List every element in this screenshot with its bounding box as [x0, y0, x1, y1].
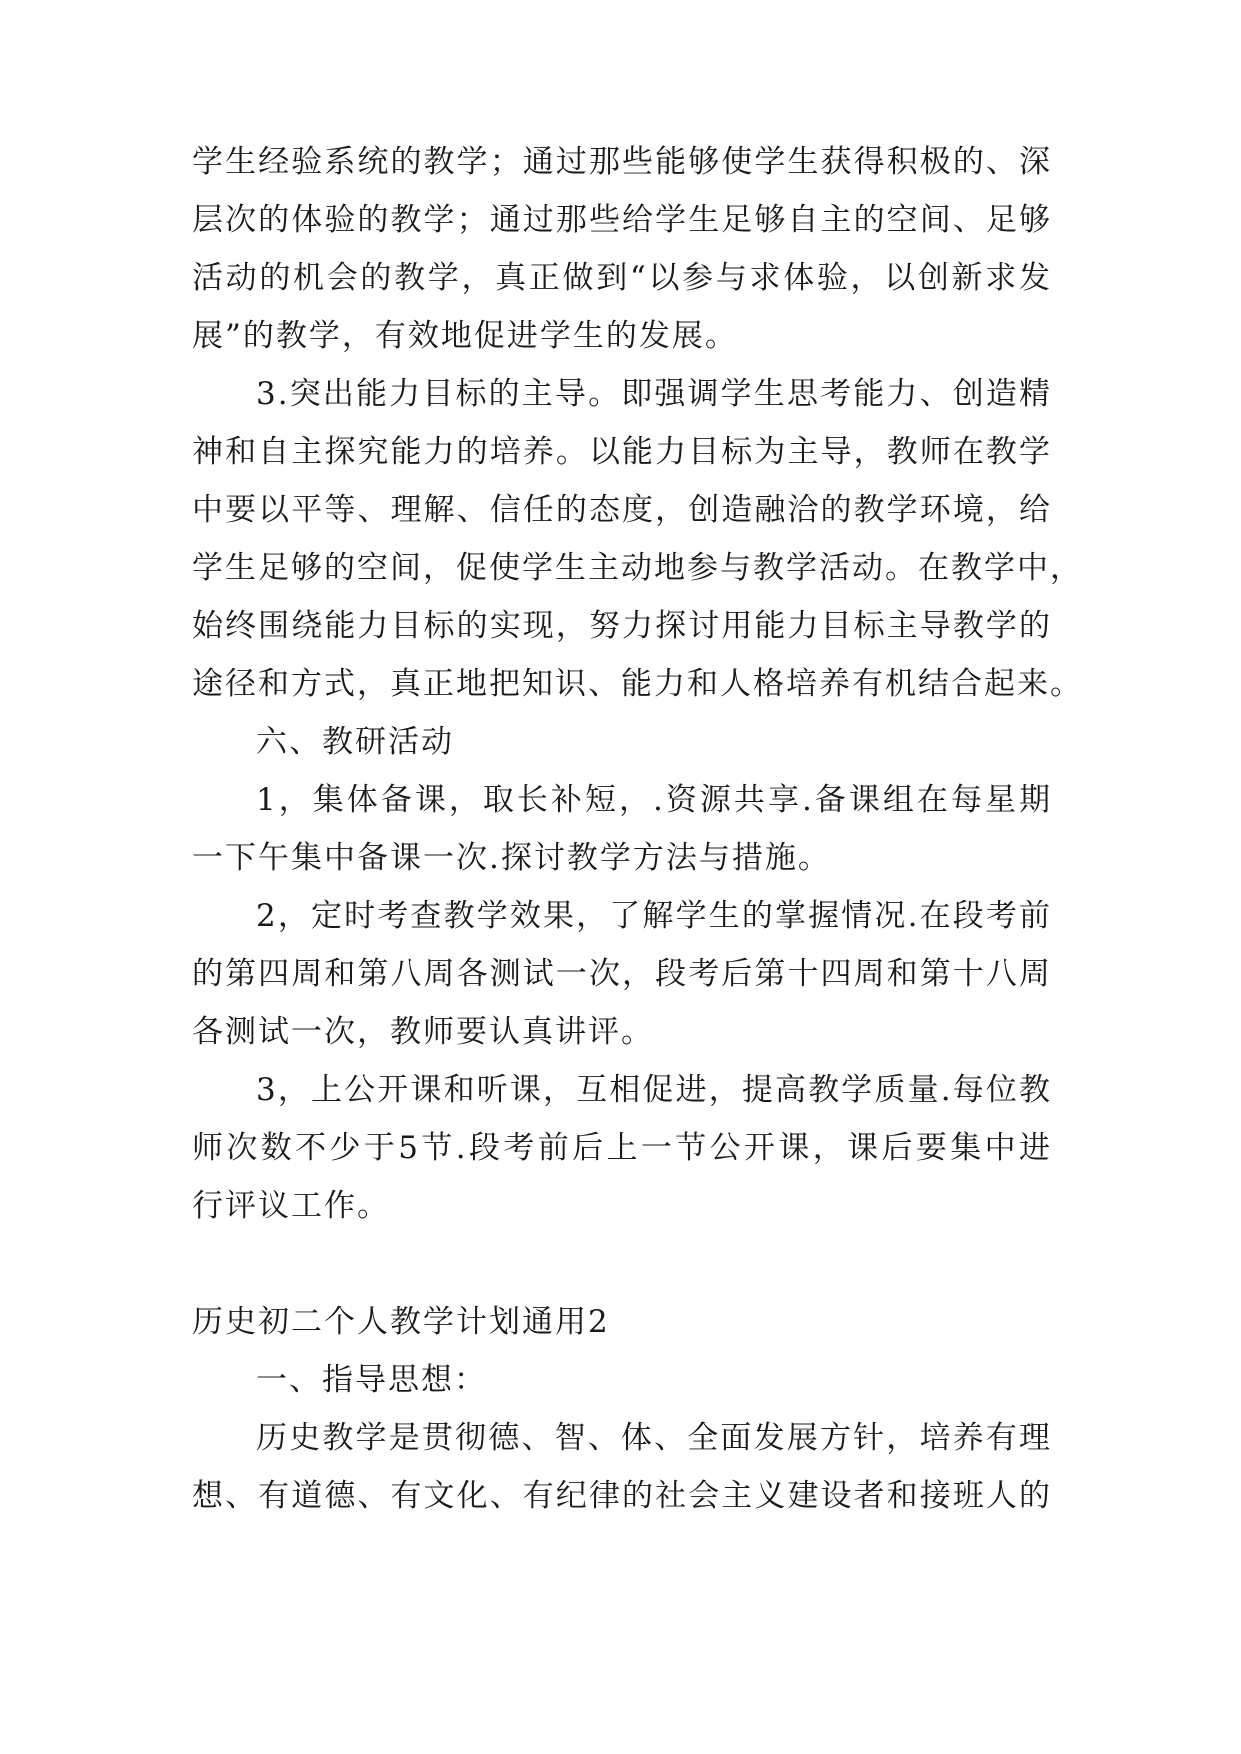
paragraph-line: 活动的机会的教学，真正做到“以参与求体验，以创新求发	[192, 260, 1052, 296]
paragraph-line: 层次的体验的教学；通过那些给学生足够自主的空间、足够	[192, 202, 1052, 238]
paragraph-line: 行评议工作。	[192, 1188, 390, 1224]
paragraph-line: 3.突出能力目标的主导。即强调学生思考能力、创造精	[256, 376, 1052, 412]
section-heading: 一、指导思想：	[256, 1362, 487, 1398]
paragraph-line: 一下午集中备课一次.探讨教学方法与措施。	[192, 840, 831, 876]
paragraph-line: 的第四周和第八周各测试一次，段考后第十四周和第十八周	[192, 956, 1052, 992]
paragraph-line: 3，上公开课和听课，互相促进，提高教学质量.每位教	[256, 1072, 1052, 1108]
paragraph-line: 展”的教学，有效地促进学生的发展。	[192, 318, 738, 354]
paragraph-line: 神和自主探究能力的培养。以能力目标为主导，教师在教学	[192, 434, 1052, 470]
paragraph-line: 学生经验系统的教学；通过那些能够使学生获得积极的、深	[192, 144, 1052, 180]
paragraph-line: 师次数不少于5节.段考前后上一节公开课，课后要集中进	[192, 1130, 1052, 1166]
paragraph-line: 途径和方式，真正地把知识、能力和人格培养有机结合起来。	[192, 666, 1083, 702]
paragraph-line: 历史教学是贯彻德、智、体、全面发展方针，培养有理	[256, 1420, 1052, 1456]
paragraph-line: 想、有道德、有文化、有纪律的社会主义建设者和接班人的	[192, 1478, 1052, 1514]
paragraph-line: 2，定时考查教学效果，了解学生的掌握情况.在段考前	[256, 898, 1052, 934]
paragraph-line: 学生足够的空间，促使学生主动地参与教学活动。在教学中，	[192, 550, 1083, 586]
paragraph-line: 1，集体备课，取长补短，.资源共享.备课组在每星期	[256, 782, 1052, 818]
paragraph-line: 各测试一次，教师要认真讲评。	[192, 1014, 654, 1050]
paragraph-line: 中要以平等、理解、信任的态度，创造融洽的教学环境，给	[192, 492, 1052, 528]
paragraph-line: 始终围绕能力目标的实现，努力探讨用能力目标主导教学的	[192, 608, 1052, 644]
document-title: 历史初二个人教学计划通用2	[192, 1304, 610, 1340]
section-heading: 六、教研活动	[256, 724, 454, 760]
